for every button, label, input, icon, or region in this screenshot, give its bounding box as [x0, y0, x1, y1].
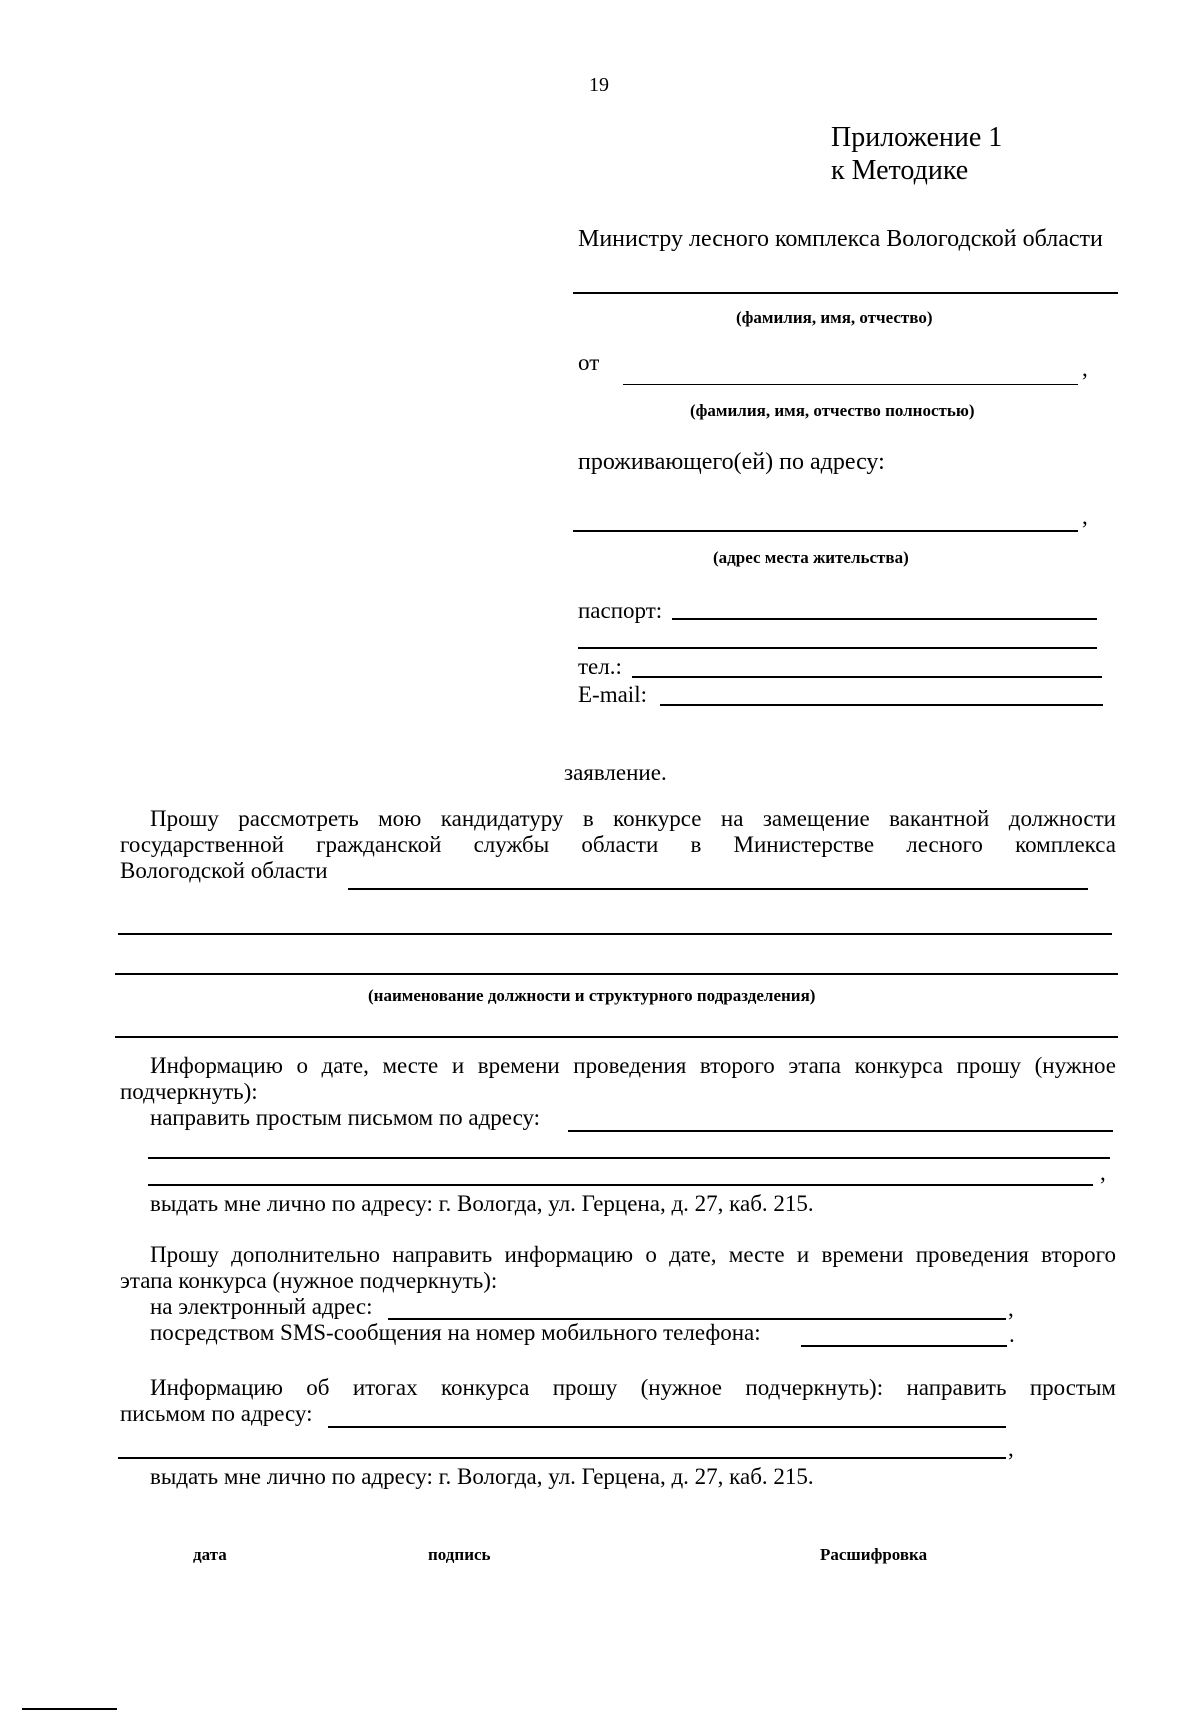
- document-title: заявление.: [564, 760, 667, 785]
- address-comma: ,: [1082, 504, 1088, 529]
- from-comma: ,: [1082, 356, 1088, 381]
- p3-email-label: на электронный адрес:: [150, 1294, 373, 1319]
- addressee-name-line[interactable]: [573, 292, 1118, 294]
- phone-line[interactable]: [632, 676, 1102, 678]
- position-line-4[interactable]: [115, 1036, 1118, 1038]
- p3-line1: Прошу дополнительно направить информацию о дате, месте и времени проведения второго: [150, 1242, 1116, 1267]
- position-line-3[interactable]: [115, 973, 1118, 975]
- p4-mail-line-1[interactable]: [328, 1426, 1006, 1428]
- passport-line-1[interactable]: [672, 618, 1097, 620]
- p4-mail-comma: ,: [1008, 1436, 1014, 1461]
- p2-mail-label: направить простым письмом по адресу:: [150, 1105, 541, 1130]
- p4-line1: Информацию об итогах конкурса прошу (нужное подчеркнуть): направить простым: [150, 1375, 1116, 1400]
- email-line[interactable]: [660, 704, 1103, 706]
- signature-decode: Расшифровка: [820, 1545, 928, 1564]
- p3-line2: этапа конкурса (нужное подчеркнуть):: [120, 1268, 498, 1293]
- from-label: от: [578, 350, 600, 375]
- signature-date: дата: [193, 1545, 227, 1564]
- p3-email-comma: ,: [1008, 1296, 1014, 1321]
- p2-mail-line-3[interactable]: [148, 1184, 1093, 1186]
- signature-sign: подпись: [428, 1545, 491, 1564]
- address-line[interactable]: [573, 530, 1078, 532]
- passport-line-2[interactable]: [578, 647, 1097, 649]
- email-label: E-mail:: [578, 682, 647, 707]
- addressee-name-caption: (фамилия, имя, отчество): [736, 308, 933, 327]
- residing-label: проживающего(ей) по адресу:: [578, 449, 885, 475]
- appendix-title: Приложение 1: [831, 122, 1003, 153]
- p4-mail-line-2[interactable]: [118, 1457, 1006, 1459]
- passport-label: паспорт:: [578, 598, 663, 623]
- address-caption: (адрес места жительства): [713, 548, 909, 567]
- p3-sms-line[interactable]: [801, 1345, 1007, 1347]
- position-line-1[interactable]: [348, 888, 1088, 890]
- addressee-to: Министру лесного комплекса Вологодской области: [578, 226, 1103, 252]
- appendix-subtitle: к Методике: [831, 155, 969, 186]
- p4-line2: письмом по адресу:: [120, 1401, 313, 1426]
- page-number: 19: [589, 74, 609, 96]
- p1-line1: Прошу рассмотреть мою кандидатуру в конкурсе на замещение вакантной должности: [150, 806, 1116, 831]
- from-name-line[interactable]: [623, 384, 1078, 385]
- p2-mail-comma: ,: [1100, 1160, 1106, 1185]
- p4-personal: выдать мне лично по адресу: г. Вологда, ул. Герцена, д. 27, каб. 215.: [150, 1464, 814, 1489]
- p2-line2: подчеркнуть):: [120, 1079, 258, 1104]
- p2-mail-line-1[interactable]: [568, 1130, 1113, 1132]
- p2-line1: Информацию о дате, месте и времени проведения второго этапа конкурса прошу (нужное: [150, 1053, 1116, 1078]
- phone-label: тел.:: [578, 654, 622, 679]
- p3-sms-label: посредством SMS-сообщения на номер мобильного телефона:: [150, 1320, 761, 1345]
- p2-mail-line-2[interactable]: [148, 1157, 1110, 1159]
- p1-line2: государственной гражданской службы области в Министерстве лесного комплекса: [120, 832, 1116, 857]
- scan-artifact-line: [22, 1708, 117, 1710]
- from-caption: (фамилия, имя, отчество полностью): [690, 401, 975, 420]
- p1-line3: Вологодской области: [120, 858, 328, 883]
- p3-sms-period: .: [1009, 1322, 1015, 1347]
- p2-personal: выдать мне лично по адресу: г. Вологда, ул. Герцена, д. 27, каб. 215.: [150, 1191, 814, 1216]
- position-line-2[interactable]: [118, 933, 1112, 935]
- position-caption: (наименование должности и структурного подразделения): [368, 986, 816, 1005]
